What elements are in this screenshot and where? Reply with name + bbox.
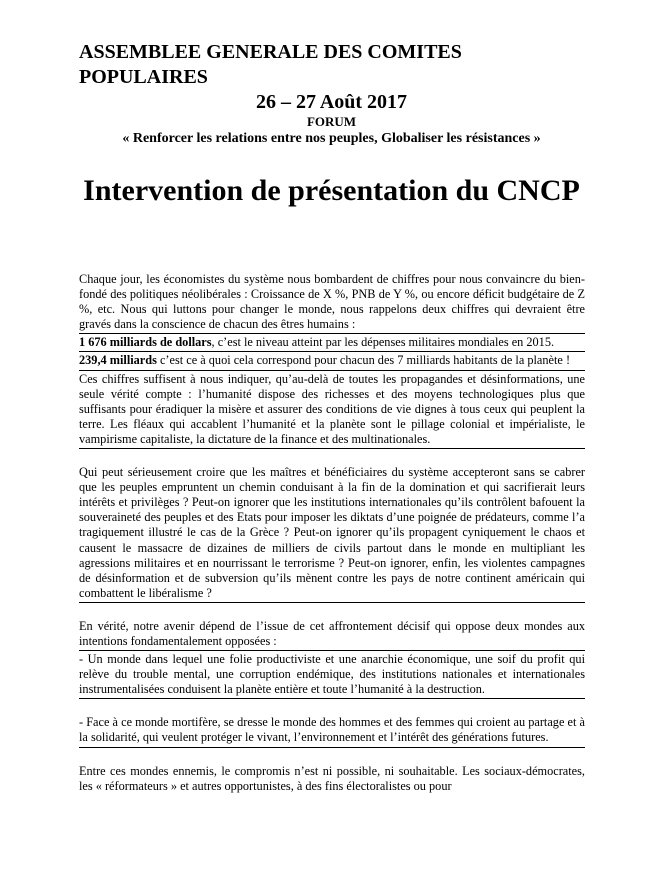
paragraph-spacer [79,749,585,764]
truth-paragraph: En vérité, notre avenir dépend de l’issue de cet affrontement décisif qui oppose deux mondes aux intentions fondamentalement opposées : [79,619,585,651]
document-header [79,40,584,148]
intro-paragraph: Chaque jour, les économistes du système nous bombardent de chiffres pour nous convaincre du bien-fondé des politiques néolibérales : Croissance de X %, PNB de Y %, ou encore déficit budgétaire de Z %, etc. Nous qui luttons pour changer le monde, nous rappelons deux chiffres qui devraient être gravés dans la conscience de chacun des êtres humains : [79,272,585,334]
document-body [79,272,585,794]
per-capita-fact [79,353,585,370]
paragraph-spacer [79,450,585,465]
second-world-paragraph: - Face à ce monde mortifère, se dresse le monde des hommes et des femmes qui croient au partage et à la solidarité, qui veulent protéger le vivant, l’environnement et l’intérêt des générations futures. [79,715,585,747]
questions-paragraph: Qui peut sérieusement croire que les maîtres et bénéficiaires du système accepteront sans se cabrer que les peuples empruntent un chemin conduisant à la fin de la domination et qui sacrifierait leurs intérêts et privilèges ? Peut-on ignorer que les institutions internationales qu’ils contrôlent bafouent la souveraineté des peuples et des Etats pour imposer les diktats d’une poignée de prédateurs, comme l’a tragiquement illustré le cas de la Grèce ? Peut-on ignorer qu’ils propagent cyniquement le chaos et causent le massacre de dizaines de milliers de civils partout dans le monde en multipliant les agressions militaires et en nourrissant le terrorisme ? Peut-on ignorer, enfin, les violentes campagnes de désinformation et de subversion qu’ils mènent contre les pays de notre continent américain qui combattent le libéralisme ? [79,465,585,603]
military-spending-amount: 1 676 milliards de dollars [79,335,212,350]
event-dates: 26 – 27 Août 2017 [255,91,408,113]
figures-paragraph: Ces chiffres suffisent à nous indiquer, qu’au-delà de toutes les propagandes et désinformations, une seule vérité compte : l’humanité dispose des richesses et des moyens technologiques plus que suffisants pour éradiquer la misère et assurer des conditions de vie dignes à tous ceux qui peuplent la terre. Les fléaux qui accablent l’humanité et la planète sont le pillage colonial et impérialiste, le vampirisme capitaliste, la dictature de la finance et des multinationales. [79,372,585,449]
first-world-paragraph: - Un monde dans lequel une folie productiviste et une anarchie économique, une soif du profit qui relève du trouble mental, une corruption endémique, des institutions nationales et internationales instrumentalisées conduisent la planète entière et toute l’humanité à la destruction. [79,652,585,699]
forum-tagline: « Renforcer les relations entre nos peuples, Globaliser les résistances » [122,131,541,146]
forum-label: FORUM [306,114,357,129]
paragraph-spacer [79,604,585,619]
military-spending-fact [79,335,585,352]
per-capita-amount: 239,4 milliards [79,353,157,368]
document-title: Intervention de présentation du CNCP [83,174,580,207]
per-capita-text: c’est ce à quoi cela correspond pour chacun des 7 milliards habitants de la planète ! [156,353,571,368]
paragraph-spacer [79,700,585,715]
enemies-paragraph: Entre ces mondes ennemis, le compromis n’est ni possible, ni souhaitable. Les sociaux-démocrates, les « réformateurs » et autres opportunistes, à des fins électoralistes ou pour [79,763,585,793]
organization-title: ASSEMBLEE GENERALE DES COMITES POPULAIRES [79,41,462,88]
military-spending-text: , c’est le niveau atteint par les dépenses militaires mondiales en 2015. [211,335,555,350]
